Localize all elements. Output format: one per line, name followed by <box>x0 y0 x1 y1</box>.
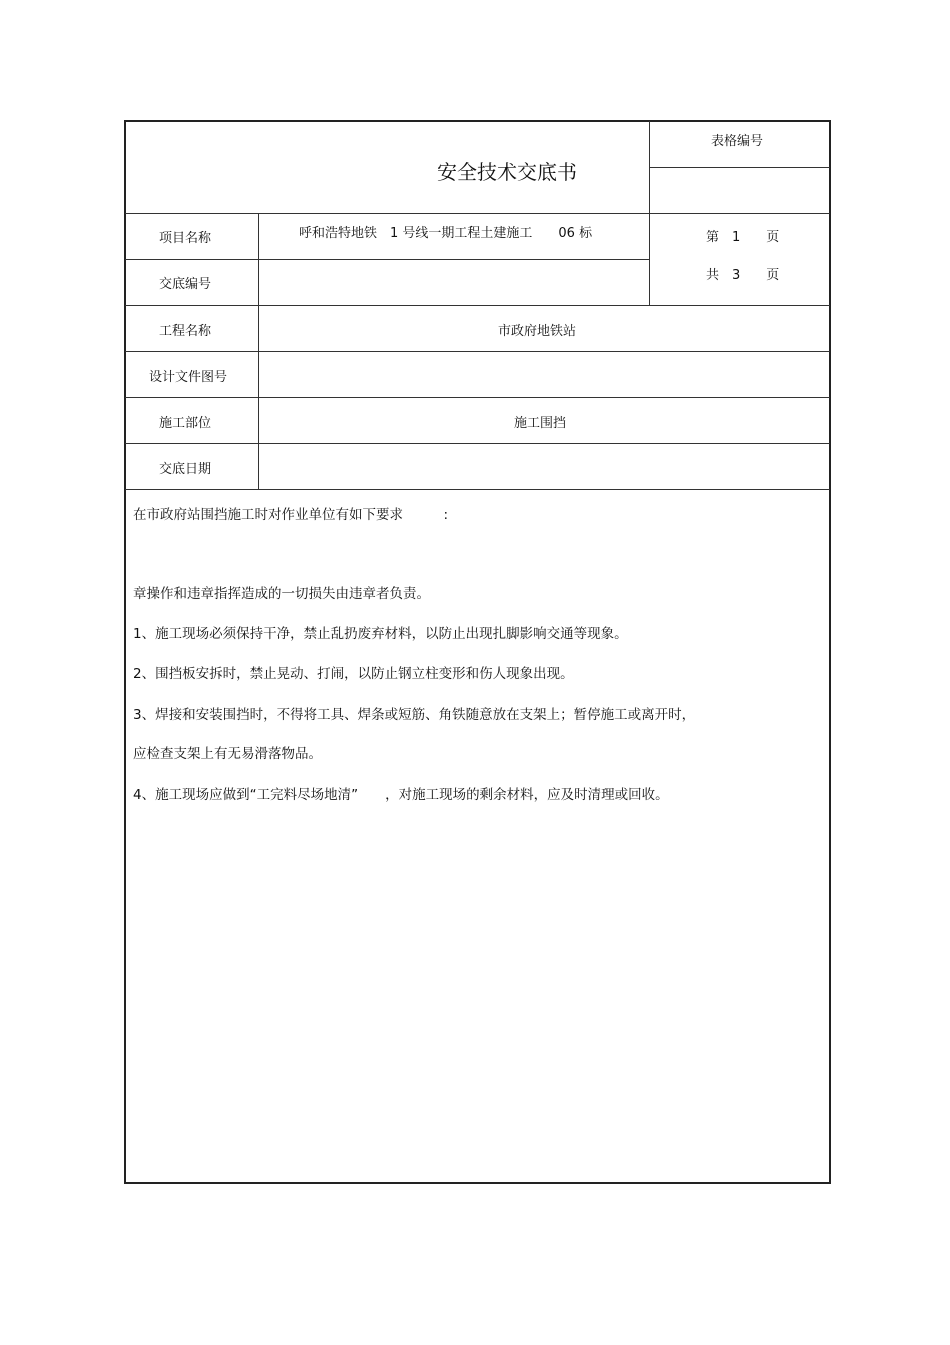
design-doc-label: 设计文件图号 <box>149 370 228 385</box>
handover-date-label: 交底日期 <box>159 462 212 477</box>
rule-below-engineering <box>125 351 830 352</box>
rule-right-column <box>649 121 650 305</box>
content-intro: 在市政府站围挡施工时对作业单位有如下要求 : <box>133 507 449 523</box>
rule-below-project <box>125 259 649 260</box>
rule-below-title <box>125 213 830 214</box>
rule-below-handover-no <box>125 305 830 306</box>
engineering-name-value: 市政府地铁站 <box>498 324 577 339</box>
content-line-2: 2、围挡板安拆时，禁止晃动、打闹，以防止钢立柱变形和伤人现象出现。 <box>133 666 574 682</box>
page-number: 第 1 页 <box>706 230 780 245</box>
construction-part-value: 施工围挡 <box>514 416 567 431</box>
content-line-0: 章操作和违章指挥造成的一切损失由违章者负责。 <box>133 586 430 602</box>
project-name-label: 项目名称 <box>159 231 212 246</box>
content-line-4: 4、施工现场应做到“工完料尽场地清” ，对施工现场的剩余材料，应及时清理或回收。 <box>133 787 669 803</box>
content-line-3a: 3、焊接和安装围挡时，不得将工具、焊条或短筋、角铁随意放在支架上；暂停施工或离开时， <box>133 707 696 723</box>
construction-part-label: 施工部位 <box>159 416 212 431</box>
project-name-value: 呼和浩特地铁 1 号线一期工程土建施工 06 标 <box>299 226 593 241</box>
rule-below-design <box>125 397 830 398</box>
engineering-name-label: 工程名称 <box>159 324 212 339</box>
document-title: 安全技术交底书 <box>437 160 577 184</box>
rule-below-part <box>125 443 830 444</box>
content-line-1: 1、施工现场必须保持干净，禁止乱扔废弃材料，以防止出现扎脚影响交通等现象。 <box>133 626 628 642</box>
form-number-label: 表格编号 <box>711 134 764 149</box>
rule-below-date <box>125 489 830 490</box>
content-line-3b: 应检查支架上有无易滑落物品。 <box>133 746 322 762</box>
page-total: 共 3 页 <box>706 268 780 283</box>
rule-title-right <box>649 167 830 168</box>
handover-no-label: 交底编号 <box>159 277 212 292</box>
rule-label-column <box>258 213 259 489</box>
